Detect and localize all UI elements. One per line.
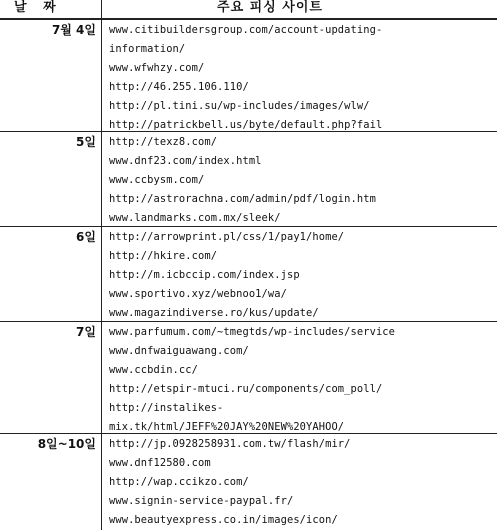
url-item: www.landmarks.com.mx/sleek/ <box>109 212 281 224</box>
url-item: www.ccbdin.cc/ <box>109 364 198 376</box>
url-item: http://hkire.com/ <box>109 250 218 262</box>
group-date: 7일 <box>76 325 96 339</box>
url-list <box>109 323 494 437</box>
column-divider <box>101 0 102 530</box>
header-date: 날 짜 <box>14 0 62 15</box>
url-item: www.citibuildersgroup.com/account-updating- <box>109 24 383 36</box>
row-divider <box>0 433 497 434</box>
url-item: http://astrorachna.com/admin/pdf/login.htm <box>109 193 376 205</box>
row-divider <box>0 131 497 132</box>
row-divider <box>0 226 497 227</box>
url-item: www.parfumum.com/~tmegtds/wp-includes/service <box>109 326 396 338</box>
url-item: information/ <box>109 43 186 55</box>
url-item: www.sportivo.xyz/webnoo1/wa/ <box>109 288 287 300</box>
url-list <box>109 21 494 135</box>
group-date: 6일 <box>76 230 96 244</box>
url-list <box>109 228 494 323</box>
url-item: mix.tk/html/JEFF%20JAY%20NEW%20YAHOO/ <box>109 421 345 433</box>
url-item: www.magazindiverse.ro/kus/update/ <box>109 307 319 319</box>
url-item: www.dnf12580.com <box>109 457 211 469</box>
url-list <box>109 133 494 228</box>
url-item: http://46.255.106.110/ <box>109 81 249 93</box>
url-item: http://etspir-mtuci.ru/components/com_poll/ <box>109 383 383 395</box>
header-sites: 주요 피싱 사이트 <box>217 0 323 15</box>
url-item: http://jp.0928258931.com.tw/flash/mir/ <box>109 438 351 450</box>
url-item: www.ccbysm.com/ <box>109 174 205 186</box>
url-item: http://patrickbell.us/byte/default.php?fail <box>109 119 383 131</box>
url-item: http://instalikes- <box>109 402 224 414</box>
url-item: http://texz8.com/ <box>109 136 218 148</box>
url-item: www.dnf23.com/index.html <box>109 155 262 167</box>
url-list <box>109 435 494 530</box>
url-item: www.dnfwaiguawang.com/ <box>109 345 249 357</box>
url-item: http://arrowprint.pl/css/1/pay1/home/ <box>109 231 345 243</box>
group-date: 5일 <box>76 135 96 149</box>
url-item: http://pl.tini.su/wp-includes/images/wlw/ <box>109 100 370 112</box>
url-item: www.wfwhzy.com/ <box>109 62 205 74</box>
url-item: http://wap.ccikzo.com/ <box>109 476 249 488</box>
url-item: www.beautyexpress.co.in/images/icon/ <box>109 514 338 526</box>
url-item: www.signin-service-paypal.fr/ <box>109 495 294 507</box>
url-item: http://m.icbccip.com/index.jsp <box>109 269 300 281</box>
table-header <box>0 0 497 20</box>
group-date: 7월 4일 <box>51 23 96 37</box>
header-divider <box>0 18 497 20</box>
row-divider <box>0 321 497 322</box>
group-date: 8일~10일 <box>37 437 96 451</box>
